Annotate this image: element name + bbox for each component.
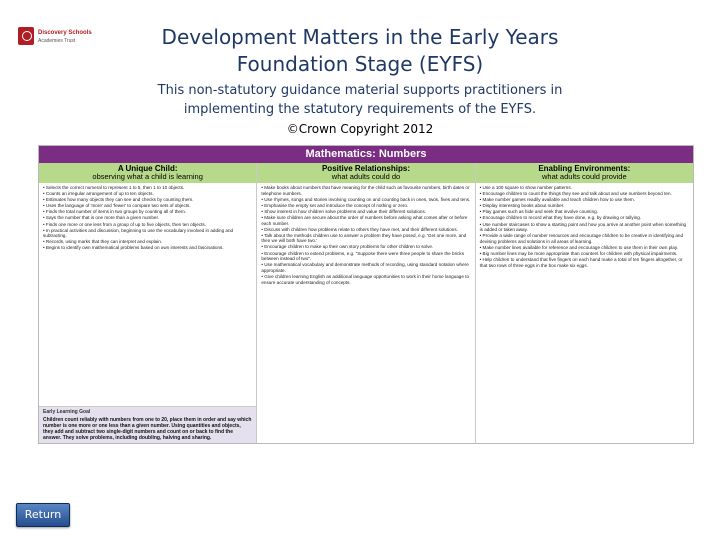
- guidance-sheet: [38, 145, 694, 444]
- bullet-item: • Make number games readily available and teach children how to use them.: [479, 197, 635, 203]
- bullet-item: • Big number lines may be more appropriate than counters for children with physical impairments.: [479, 251, 678, 257]
- bullet-item: • Make number lines available for reference and encourage children to use them in their own play.: [479, 244, 679, 250]
- column-subheading: what adults could provide: [542, 172, 627, 181]
- early-learning-goal: [39, 406, 256, 443]
- bullet-item: • Make books about numbers that have meaning for the child such as favourite numbers, birth dates or telephone numbers.: [261, 185, 470, 196]
- bullet-item: • In practical activities and discussion, beginning to use the vocabulary involved in adding and subtracting.: [43, 227, 234, 239]
- column-heading: Enabling Environments:: [538, 164, 631, 173]
- column-subheading: observing what a child is learning: [92, 172, 203, 181]
- column-header: [39, 163, 256, 183]
- bullet-item: • Play games such as hide and seek that involve counting.: [479, 209, 598, 215]
- column-header: [476, 163, 693, 183]
- bullet-item: • Selects the correct numeral to represent 1 to 5, then 1 to 10 objects.: [43, 185, 185, 190]
- column-unique-child: [39, 163, 257, 443]
- bullet-item: • Encourage children to extend problems, e.g. "Suppose there were three people to share the bricks between instead of two".: [261, 250, 465, 262]
- bullet-item: • Give children learning English as additional language opportunities to work in their home language to ensure accurate understanding of concepts.: [261, 273, 470, 285]
- bullet-item: • Use number staircases to show a starting point and how you arrive at another point when something is added or taken away.: [479, 221, 687, 233]
- bullet-item: • Talk about the methods children use to answer a problem they have posed, e.g. 'Get one more, and then we will both have two.': [261, 232, 467, 244]
- column-heading: Positive Relationships:: [321, 164, 410, 173]
- bullet-item: • Help children to understand that five fingers on each hand make a total of ten fingers altogether, or that two rows of three eggs in the box make six eggs.: [479, 257, 683, 268]
- bullet-item: • Finds one more or one less from a group of up to five objects, then ten objects.: [43, 221, 206, 227]
- column-body: [476, 183, 693, 443]
- logo: [18, 27, 108, 49]
- column-subheading: what adults could do: [331, 172, 401, 181]
- bullet-item: • Encourage children to make up their own story problems for other children to solve.: [261, 244, 434, 250]
- copyright-notice: ©Crown Copyright 2012: [286, 122, 434, 136]
- bullet-item: • Says the number that is one more than a given number.: [43, 215, 160, 221]
- page-subtitle: This non-statutory guidance material supports practitioners in implementing the statutory requirements of the EYFS.: [157, 83, 563, 117]
- sheet-columns: [39, 163, 693, 443]
- bullet-item: • Counts an irregular arrangement of up to ten objects.: [43, 191, 154, 197]
- bullet-item: • Make sure children are secure about the order of numbers before asking what comes after or before each number.: [261, 214, 468, 226]
- column-enabling-environments: [476, 163, 693, 443]
- bullet-item: • Uses the language of 'more' and 'fewer' to compare two sets of objects.: [43, 203, 191, 209]
- logo-subtext: Academies Trust: [38, 38, 76, 44]
- bullet-item: • Provide a wide range of number resources and encourage children to be creative in identifying and devising problems and solutions in all areas of learning.: [479, 233, 684, 244]
- logo-text: Discovery Schools: [38, 30, 92, 36]
- goal-text: Children count reliably with numbers from one to 20, place them in order and say which number is one more or one less than a given number. Using quantities and objects, they add and subtract two single-digit numbers and count on or back to find the answer. They solve problems, including doubling, halving and sharing.: [43, 417, 252, 441]
- column-body: [257, 183, 474, 443]
- bullet-item: • Use mathematical vocabulary and demonstrate methods of recording, using standard notation where appropriate.: [261, 262, 469, 273]
- bullet-item: • Begins to identify own mathematical problems based on own interests and fascinations.: [43, 245, 224, 251]
- bullet-item: • Records, using marks that they can interpret and explain.: [43, 239, 163, 245]
- bullet-item: • Use a 100 square to show number patterns.: [479, 185, 572, 190]
- sheet-title: Mathematics: Numbers: [39, 146, 693, 163]
- bullet-item: • Discuss with children how problems relate to others they have met, and their different solutions.: [261, 226, 458, 232]
- logo-icon: [18, 27, 34, 45]
- return-button[interactable]: Return: [16, 503, 70, 527]
- goal-title: Early Learning Goal: [43, 409, 91, 415]
- page-title: Development Matters in the Early Years Foundation Stage (EYFS): [161, 25, 559, 76]
- bullet-item: • Encourage children to record what they have done, e.g. by drawing or tallying.: [479, 215, 642, 221]
- bullet-item: • Emphasise the empty set and introduce the concept of nothing or zero.: [261, 202, 409, 208]
- column-positive-relationships: [257, 163, 475, 443]
- bullet-item: • Finds the total number of items in two groups by counting all of them.: [43, 209, 187, 215]
- bullet-item: • Encourage children to count the things they see and talk about and use numbers beyond ten.: [479, 191, 672, 197]
- bullet-item: • Use rhymes, songs and stories involving counting on and counting back in ones, twos, fives and tens.: [261, 196, 471, 202]
- bullet-item: • Show interest in how children solve problems and value their different solutions.: [261, 208, 427, 214]
- column-header: [257, 163, 474, 183]
- bullet-item: • Estimates how many objects they can see and checks by counting them.: [43, 197, 194, 203]
- column-body: [39, 183, 256, 406]
- column-heading: A Unique Child:: [117, 164, 178, 173]
- bullet-item: • Display interesting books about number.: [479, 203, 565, 209]
